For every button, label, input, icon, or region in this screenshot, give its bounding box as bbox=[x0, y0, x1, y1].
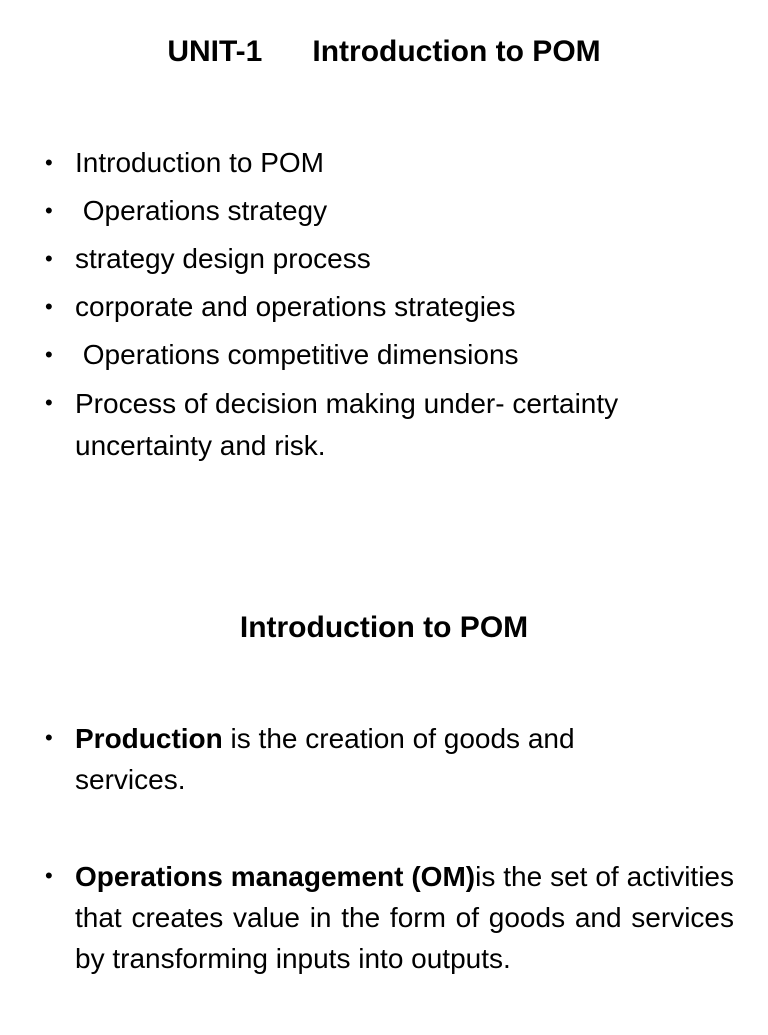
list-item bbox=[0, 383, 768, 467]
slide-introduction bbox=[0, 590, 768, 1024]
list-item-text: Introduction to POM bbox=[75, 147, 325, 178]
list-item-text: Operations strategy bbox=[75, 195, 328, 226]
bullet-icon: • bbox=[45, 246, 53, 271]
bullet-icon: • bbox=[45, 198, 53, 223]
definition-text: is the creation of goods and services. bbox=[75, 723, 575, 795]
list-item bbox=[0, 335, 768, 375]
bullet-icon: • bbox=[45, 390, 53, 415]
topic-list bbox=[0, 143, 768, 475]
bullet-icon: • bbox=[45, 725, 53, 750]
list-item-text: Process of decision making under- certainty uncertainty and risk. bbox=[75, 388, 619, 461]
definition-term: Production bbox=[75, 723, 223, 754]
bullet-icon: • bbox=[45, 150, 53, 175]
definition-term: Operations management (OM) bbox=[75, 861, 476, 892]
list-item bbox=[0, 287, 768, 327]
list-item-text: strategy design process bbox=[75, 243, 371, 274]
slide-title: UNIT-1 Introduction to POM bbox=[167, 35, 601, 68]
list-item-text: corporate and operations strategies bbox=[75, 291, 516, 322]
bullet-icon: • bbox=[45, 863, 53, 888]
bullet-icon: • bbox=[45, 342, 53, 367]
list-item bbox=[0, 718, 768, 800]
list-item bbox=[0, 856, 768, 979]
bullet-icon: • bbox=[45, 294, 53, 319]
list-item bbox=[0, 143, 768, 183]
slide-title: Introduction to POM bbox=[239, 611, 529, 644]
list-item bbox=[0, 239, 768, 279]
definition-list bbox=[0, 718, 768, 1035]
slide-unit-overview bbox=[0, 0, 768, 500]
list-item-text: Operations competitive dimensions bbox=[75, 339, 519, 370]
definition-text: is the set of activities that creates value in the form of goods and services by transforming inputs into outputs. bbox=[75, 861, 734, 974]
list-item bbox=[0, 191, 768, 231]
